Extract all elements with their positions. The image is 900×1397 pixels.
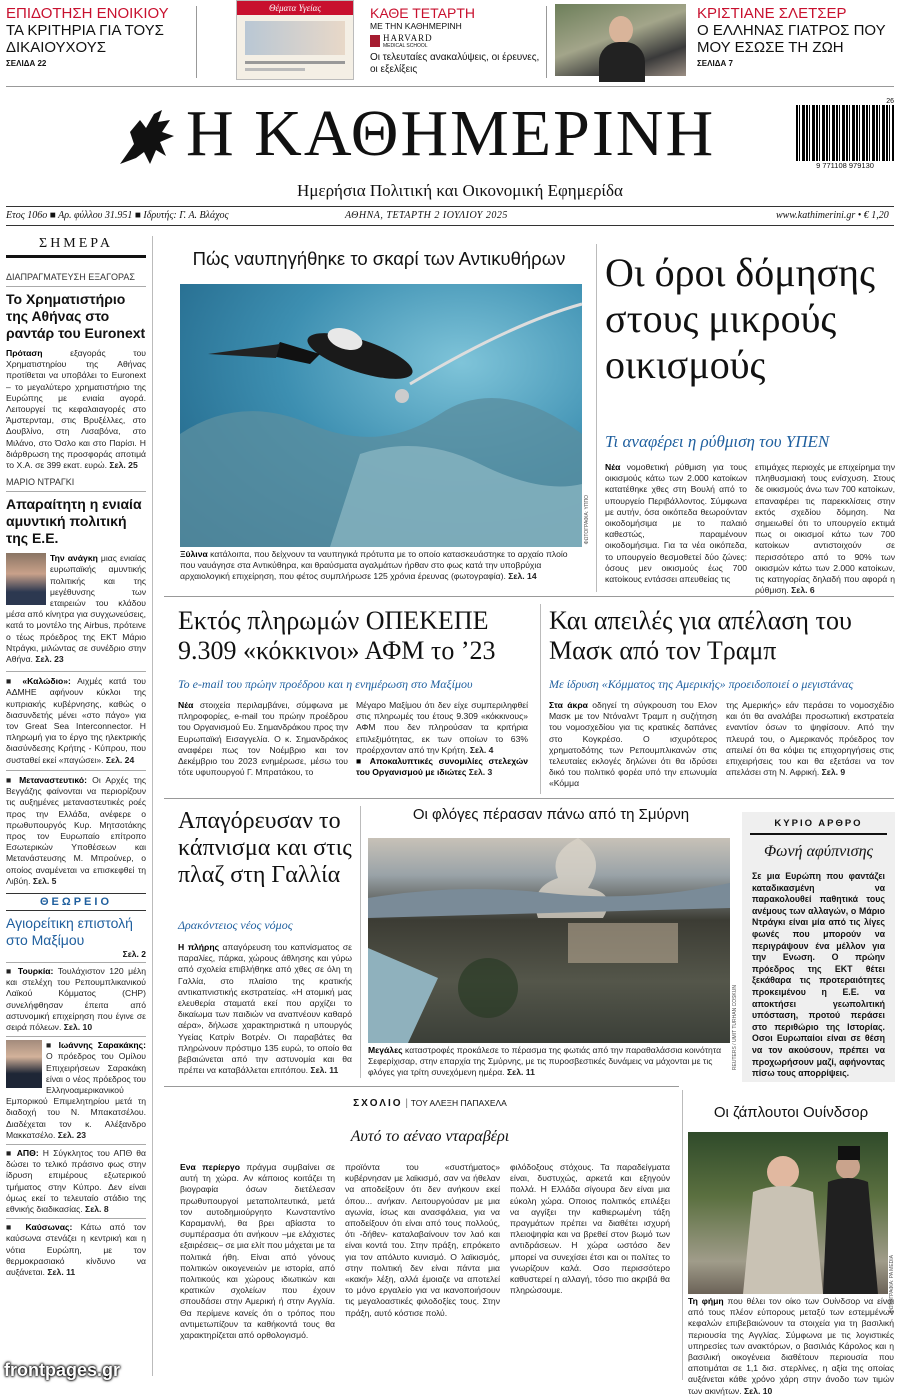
- editorial-body: Σε μια Ευρώπη που φαντάζει καταδικασμένη να παρακολουθεί παθητικά τους ανέμους των αλλαγών, ο Μάριο Ντράγκι είναι μία από τις λίγες φωνές που μπορούν να περιγράψουν ένα μέλλον για την Ενωση. Ο πρώην πρόεδρος της ΕΚΤ θέτει ξεκάθαρα τις προτεραιότητες προκειμένου η Ε.Ε. να αποκτήσει γεωπολιτική υπόσταση, προτού περάσει στο περιθώριο της Ιστορίας. Οσοι Ευρωπαίοι είναι σε θέση να τον ακούσουν, πρέπει να προχωρήσουν μαζί, αφήνοντας πίσω τους απορρίψεις.: [752, 871, 885, 1079]
- smoking-body: Η πλήρης απαγόρευση του καπνίσματος σε παραλίες, πάρκα, χώρους άθλησης και γύρω από σχολεία επιβλήθηκε από χθες σε όλη τη Γαλλία, στο πλαίσιο της κρατικής αντικαπνιστικής εκστρατείας. «Η ατομική μας ελευθερία σταματά εκεί που αρχίζει το δικαίωμα των παιδιών να αναπνέουν καθαρό αέρα», δήλωσε χαρακτηριστικά η υπουργός Υγείας Κατρίν Βοτρέν. Οι παραβάτες θα πληρώνουν πρόστιμο 135 ευρώ, το οποίο θα βεβαιώνεται από την αστυνομία και θα πρέπει να καταβάλλεται επιτόπου. Σελ. 11: [178, 942, 352, 1076]
- comment-author: ΤΟΥ ΑΛΕΞΗ ΠΑΠΑΧΕΛΑ: [410, 1098, 507, 1108]
- thumb-photo: [245, 21, 345, 55]
- comment-col2: προϊόντα του «συστήματος» κυβέρνησαν με λαϊκισμό, σαν να ήθελαν να αποδείξουν ότι δεν ανήκουν εκεί όπου... ανήκαν. Λειτουργούσαν με μια αγωνία, ίσως και ανασφάλεια, για να αποδείξουν ότι είναι από τους πολλούς, ότι -δήθεν- καταλαβαίνουν τον λαό και είναι κοντά του. Στην πράξη, επρόκειτο για τον απόλυτο κυνισμό. Ο λαϊκισμός, στην πολιτική δεν είναι πάντα μια «κακή» λέξη, αλλά έμοιαζε να αποτελεί το μόνο εργαλείο για να ικανοποιήσουν τις μεγαλοαστικές φιλοδοξίες τους. Στην πράξη, αυτό κόστισε πολύ.: [345, 1162, 500, 1318]
- theoreio-brief-turkey[interactable]: ■ Τουρκία: Τουλάχιστον 120 μέλη και στελέχη του Ρεπουμπλικανικού Λαϊκού Κόμματος (CHP) συνελήφθησαν έπειτα από αστυνομική επιχείρηση που έγινε σε σειρά πόλεων. Σελ. 10: [6, 965, 146, 1032]
- sidebar-brief-cable[interactable]: ■ «Καλώδιο»: Αιχμές κατά του ΑΔΜΗΕ αφήνουν κύκλοι της κυπριακής κυβέρνησης, καθώς ο διασυνδετής μένει «στο πάγο» για τον Great Sea Interconnector. Η πληρωμή για το έργο της ηλεκτρικής διασύνδεσης Κρήτης - Κύπρου, που συσταθεί εκεί «παγώσει». Σελ. 24: [6, 676, 146, 765]
- promo-harvard-text: Οι τελευταίες ανακαλύψεις, οι έρευνες, οι εξελίξεις: [370, 52, 540, 75]
- frontpages-watermark: frontpages.gr: [4, 1360, 121, 1380]
- theoreio-brief-sarakakis[interactable]: ■ Ιωάννης Σαρακάκης: Ο πρόεδρος του Ομίλου Επιχειρήσεων Σαρακάκη είναι ο νέος πρόεδρος του Ελληνοαμερικανικού Εμπορικού Επιμελητηρίου μετά τη διαδοχή του Ν. Μπακατσέλου. Διαδέχεται τον κ. Αλέξανδρο Μακκατσέλο. Σελ. 23: [6, 1040, 146, 1140]
- promo-sletser-sub: Ο ΕΛΛΗΝΑΣ ΓΙΑΤΡΟΣ ΠΟΥ ΜΟΥ ΕΣΩΣΕ ΤΗ ΖΩΗ: [697, 22, 886, 56]
- sidebar-story-draghi[interactable]: ΜΑΡΙΟ ΝΤΡΑΓΚΙ Απαραίτητη η ενιαία αμυντική πολιτική της Ε.Ε. Την ανάγκη μιας ενιαίας ευρωπαϊκής αμυντικής πολιτικής και της μεγέθυνσης των εταιρειών του κλάδου μέσα από κίνητρα για συγχωνεύσεις, κατά το μοντέλο της Airbus, πρότεινε ο τέως πρόεδρος της ΕΚΤ Μάριο Ντράγκι, μιλώντας σε συνέδριο στην Αθήνα. Σελ. 23: [6, 477, 146, 665]
- theoreio-brief-heatwave[interactable]: ■ Καύσωνας: Κάτω από τον καύσωνα στενάζει η κεντρική και η νότια Ευρώπη, με τον θερμοκρασιακό κίνδυνο να αυξάνεται. Σελ. 11: [6, 1222, 146, 1277]
- windsor-body: Τη φήμη που θέλει τον οίκο των Ουίνδσορ να είναι από τους πλέον εύπορους μεταξύ των εστεμμένων κεφαλών επιβεβαιώνουν τα στοιχεία για τη βασιλική περιουσία της Αγγλίας. Σύμφωνα με τις λογιστικές υπηρεσίες των ανακτόρων, ο βασιλιάς Κάρολος και η βασιλική οικογένεια διαθέτουν περιουσία που αποτιμάται σε 1,1 δισ. στερλίνες, η αξία της οποίας αυξάνεται κάθε χρόνο χάρη στην άνοδο των τιμών των ακινήτων. Σελ. 10: [688, 1296, 895, 1396]
- theoreio-story[interactable]: Αγιορείτικη επιστολή στο Μαξίμου Σελ. 2: [6, 914, 146, 959]
- sidebar-today-title: ΣΗΜΕΡΑ: [6, 236, 146, 258]
- masthead-tagline: Ημερήσια Πολιτική και Οικονομική Εφημερίδα: [297, 181, 623, 200]
- promo-sletser[interactable]: [697, 5, 897, 68]
- health-supplement-thumbnail[interactable]: [236, 0, 354, 80]
- barcode: [796, 98, 894, 178]
- opekepe-headline[interactable]: Εκτός πληρωμών ΟΠΕΚΕΠΕ 9.309 «κόκκινοι» ΑΦΜ το ’23: [178, 606, 496, 665]
- promo-sletser-title: ΚΡΙΣΤΙΑΝΕ ΣΛΕΤΣΕΡ: [697, 5, 847, 22]
- lead-body-col2: επιμάχες περιοχές με επιχείρημα την πληθυσμιακή τους ενίσχυση. Στους δε οικισμούς άνω των 700 κατοίκων, επαναφέρει τις παρεκκλίσεις στην εκτός σχεδίου δόμηση. Να σημειωθεί ότι το υπουργείο εκτιμά πως οι οικισμοί κάτω των 700 κατοίκων αντιστοιχούν σε περισσότερο από το 90% των οικισμών κάτω των 2.000 κατοίκων, τις κατηγορίας δηλαδή που αφορά η ρύθμιση. Σελ. 6: [755, 462, 895, 596]
- promo-rent-sub: ΤΑ ΚΡΙΤΗΡΙΑ ΓΙΑ ΤΟΥΣ ΔΙΚΑΙΟΥΧΟΥΣ: [6, 22, 164, 56]
- dateline-left: Ετος 106ο ■ Αρ. φύλλου 31.951 ■ Ιδρυτής: Γ. Α. Βλάχος: [6, 210, 229, 221]
- promo-strip: [0, 0, 900, 86]
- antikythera-diver-photo: [180, 284, 582, 547]
- promo-sletser-page: ΣΕΛΙΔΑ 7: [697, 59, 733, 68]
- comment-label-row: ΣΧΟΛΙΟ | ΤΟΥ ΑΛΕΞΗ ΠΑΠΑΧΕΛΑ: [353, 1098, 507, 1109]
- sidebar-story-euronext[interactable]: ΔΙΑΠΡΑΓΜΑΤΕΥΣΗ ΕΞΑΓΟΡΑΣ Το Χρηματιστήριο της Αθήνας στο ραντάρ του Euronext Πρόταση εξαγοράς του Χρηματιστηρίου της Αθήνας προτίθεται να υποβάλει το Euronext – το μεγαλύτερο χρηματιστήριο της Ευρώπης με ενιαία αγορά. Λειτουργεί τις κεφαλαιαγορές στο Άμστερνταμ, στις Βρυξέλλες, στο Δουβλίνο, στη Λισαβόνα, στο Μιλάνο, στο Όσλο και στο Παρίσι. Η διάρθρωση της προσφοράς αποτιμά το Χ.Α. σε 399 εκατ. ευρώ. Σελ. 25: [6, 272, 146, 471]
- fire-headline[interactable]: Οι φλόγες πέρασαν πάνω από τη Σμύρνη: [412, 806, 690, 823]
- king-charles-photo: [688, 1132, 888, 1294]
- barcode-top: 26: [886, 98, 894, 105]
- sidebar-tag: ΔΙΑΠΡΑΓΜΑΤΕΥΣΗ ΕΞΑΓΟΡΑΣ: [6, 272, 135, 282]
- promo-rent[interactable]: [6, 5, 191, 68]
- lead-body-col1: Νέα νομοθετική ρύθμιση για τους οικισμούς κάτω των 2.000 κατοίκων κατατέθηκε χθες στη Βουλή από το υπουργείο Περιβάλλοντος. Σύμφωνα με αυτήν, όσα οικόπεδα θεωρούνταν οικοδομήσιμα με το παλαιό καθεστώς, παραμένουν οικοδομήσιμα. Για τα νέα οικόπεδα, το υπουργείο θεσμοθετεί δύο ζώνες: όσους μεν οικισμούς έως 700 κατοίκους εντάσσει απευθείας τις: [605, 462, 747, 585]
- barcode-number: 9 771108 979130: [816, 161, 874, 170]
- draghi-photo: [6, 553, 46, 605]
- lead-headline[interactable]: Οι όροι δόμησης στους μικρούς οικισμούς: [605, 250, 875, 387]
- comment-col3: φιλόδοξους στόχους. Τα παραδείγματα είναι, δυστυχώς, αρκετά και εξηγούν πολλά. Η Ελλάδα σίγουρα δεν είναι μια εύκολη χώρα. Οποιος πολιτικός επιλέξει να αγγίξει την καθιερωμένη τάξη πραγμάτων πρέπει να διαθέτει ισχυρή πλειοψηφία και να βρεθεί στον βωμό των αντιδράσεων. Η χώρα ωστόσο δεν μπορεί να συνεχίσει έτσι και οι πολίτες το γνωρίζουν καλά. Οσο περισσότερο καθυστερεί η αλλαγή, τόσο πιο ακριβά θα πληρώσουμε.: [510, 1162, 670, 1296]
- musk-headline[interactable]: Και απειλές για απέλαση του Μασκ από τον Τραμπ: [549, 606, 852, 665]
- fire-caption: Μεγάλες καταστροφές προκάλεσε το πέρασμα της φωτιάς από την παραθαλάσσια κοινότητα Σεφερίχισαρ, στην επαρχία της Σμύρνης, με τις πυροσβεστικές δυνάμεις να μάχονται με τις φλόγες για τρίτη συνεχόμενη ημέρα. Σελ. 11: [368, 1045, 722, 1078]
- dateline-center: ΑΘΗΝΑ, ΤΕΤΑΡΤΗ 2 ΙΟΥΛΙΟΥ 2025: [345, 210, 508, 221]
- fire-photo-credit: REUTERS / UMIT TURHAN COSKUN: [732, 985, 738, 1071]
- theoreio-title: ΘΕΩΡΕΙΟ: [6, 893, 146, 911]
- promo-rent-title: ΕΠΙΔΟΤΗΣΗ ΕΝΟΙΚΙΟΥ: [6, 5, 169, 22]
- comment-label: ΣΧΟΛΙΟ: [353, 1098, 403, 1109]
- comment-col1: Ενα περίεργο πράγμα συμβαίνει σε αυτή τη χώρα. Αν κάποιος κοιτάζει τη βιογραφία όσων διετέλεσαν πρωθυπουργοί μεταπολιτευτικά, μετά τον αυτοδημιούργητο Κωνσταντίνο Καραμανλή, θα βρει αβίαστα το συμπέρασμα ότι ανήκουν –με ελάχιστες εξαιρέσεις– σε μια ελίτ που μάχεται με τα πολιτικά ήθη. Είναι από γόνους πολιτικών οικογενειών με ιστορία, από πολιτικούς και χώρους ιδιωτικών και κρατικών σχολείων που έχουν σπουδάσει στην Αμερική ή στην Αγγλία. Θα περίμενε κανείς ότι ο τρόπος που αντιμετωπίζουν τα καθήκοντά τους θα χαρακτηρίζεται από ορθολογισμό.: [180, 1162, 335, 1341]
- musk-body-col2: της Αμερικής» εάν περάσει το νομοσχέδιο και ότι θα αναλάβει προσωπική εκστρατεία εναντίον όσων το ψηφίσουν. Από την πλευρά του, ο Αμερικανός πρόεδρος τον απειλεί ότι θα κόψει τις επιχορηγήσεις στις επιχειρήσεις του και θα εξετάσει να τον απελάσει στη Ν. Αφρική. Σελ. 9: [726, 700, 894, 778]
- harvard-shield-icon: [370, 35, 380, 47]
- sidebar-headline: Το Χρηματιστήριο της Αθήνας στο ραντάρ του Euronext: [6, 291, 146, 341]
- comment-headline[interactable]: Αυτό το αέναο νταραβέρι: [350, 1128, 510, 1145]
- dateline-right: www.kathimerini.gr • € 1,20: [776, 210, 889, 221]
- promo-rent-page: ΣΕΛΙΔΑ 22: [6, 59, 47, 68]
- promo-harvard[interactable]: [370, 5, 540, 76]
- sidebar-brief-migration[interactable]: ■ Μεταναστευτικό: Οι Αρχές της Βεγγάζης φαίνονται να περιορίζουν τις αυξημένες μεταναστευτικές ροές προς την Ελλάδα, ανέφερε ο πρωθυπουργός Κυρ. Μητσοτάκης προς τον Ευρωπαίο επίτροπο Εσωτερικών Υποθέσεων και Μετανάστευσης Μ. Μπρούνερ, ο οποίος αναμένεται να επισκεφθεί τη Λιβύη. Σελ. 5: [6, 774, 146, 886]
- theoreio-brief-apth[interactable]: ■ ΑΠΘ: Η Σύγκλητος του ΑΠΘ θα δώσει το τελικό πράσινο φως στην ίδρυση επιμέρους εξωτερικού τμήματος στην Κύπρο. Δεν είναι όμως εκεί το τελευταίο στάδιο της εθνικής διαδικασίας. Σελ. 8: [6, 1147, 146, 1214]
- windsor-headline[interactable]: Οι ζάπλουτοι Ουίνδσορ: [713, 1104, 869, 1121]
- smoking-headline[interactable]: Απαγόρευσαν το κάπνισμα και στις πλαζ στη Γαλλία: [178, 808, 352, 888]
- promo-harvard-sub: ΜΕ ΤΗΝ ΚΑΘΗΜΕΡΙΝΗ: [370, 21, 462, 31]
- smyrna-fire-photo: [368, 838, 730, 1043]
- sidebar: [6, 236, 146, 1278]
- smoking-subhead: Δρακόντειος νέος νόμος: [178, 918, 293, 932]
- harvard-label: HARVARD: [383, 33, 433, 43]
- griffin-logo-icon: [116, 106, 180, 168]
- antikythera-caption: Ξύλινα κατάλοιπα, που δείχνουν τα ναυπηγικά πρότυπα με το οποίο κατασκευάστηκε το αρχαίο πλοίο που ναυάγησε στα Αντικύθηρα, και θραύσματα αγαλμάτων ήρθαν στο φως κατά την υποβρύχια αρχαιολογική επιχείρηση, που φέτος συμπλήρωσε 125 χρόνια έρευνας (φωτογραφία). Σελ. 14: [180, 549, 568, 582]
- musk-subhead: Με ίδρυση «Κόμματος της Αμερικής» προειδοποιεί ο μεγιστάνας: [549, 677, 854, 691]
- editorial-headline[interactable]: Φωνή αφύπνισης: [764, 843, 873, 860]
- editorial-label: ΚΥΡΙΟ ΑΡΘΡΟ: [750, 818, 887, 835]
- opekepe-subhead: Το e-mail του πρώην προέδρου και η ενημέρωση στο Μαξίμου: [178, 677, 473, 691]
- antikythera-headline[interactable]: Πώς ναυπηγήθηκε το σκαρί των Αντικυθήρων: [192, 248, 566, 269]
- opekepe-body-col1: Νέα στοιχεία περιλαμβάνει, σύμφωνα με πληροφορίες, e-mail του πρώην προέδρου του Οργανισμού Ευ. Σημανδράκου προς την Ευρωπαϊκή Εισαγγελία. Ο κ. Σημανδράκος αναφέρει πως τον Νοέμβριο και τον Δεκέμβριο του 2023 ενημέρωσε, μέσω του τότε υφυπουργού Γ. Μπρατάκου, το: [178, 700, 348, 778]
- sletser-photo: [555, 4, 686, 76]
- musk-body-col1: Στα άκρα οδηγεί τη σύγκρουση του Ελον Μασκ με τον Ντόναλντ Τραμπ η συζήτηση του νομοσχεδίου για τις κρατικές δαπάνες στο Κογκρέσο. Ο ισχυρότερος χρηματοδότης των Ρεπουμπλικανών στις τελευταίες εκλογές δηλώνει ότι θα ιδρύσει δικό του πολιτικό φορέα υπό την επωνυμία «Κόμμα: [549, 700, 717, 789]
- promo-harvard-title: ΚΑΘΕ ΤΕΤΑΡΤΗ: [370, 5, 475, 21]
- windsor-photo-credit: ΦΩΤΟΓΡΑΦΙΑ: PA MEDIA: [889, 1255, 895, 1314]
- lead-subhead: Τι αναφέρει η ρύθμιση του ΥΠΕΝ: [605, 432, 830, 451]
- editorial-box: [742, 812, 895, 1082]
- antikythera-photo-credit: ΦΩΤΟΓΡΑΦΙΑ: ΥΠΠΟ: [584, 495, 590, 545]
- masthead-title: Η ΚΑΘΗΜΕΡΙΝΗ: [186, 97, 716, 170]
- sarakakis-photo: [6, 1040, 42, 1088]
- thumb-title: Θέματα Υγείας: [237, 1, 353, 15]
- harvard-sub: MEDICAL SCHOOL: [383, 43, 428, 49]
- opekepe-body-col2: Μέγαρο Μαξίμου ότι δεν είχε συμπεριληφθεί στις πληρωμές του έτους 9.309 «κόκκινους» ΑΦΜ που δεν πληρούσαν τα κριτήρια επιλεξιμότητας, εκ των οποίων το 63% προέρχονταν από την Κρήτη. Σελ. 4 ■ Αποκαλυπτικές συνομιλίες στελεχών του Οργανισμού με ιδιώτες Σελ. 3: [356, 700, 528, 778]
